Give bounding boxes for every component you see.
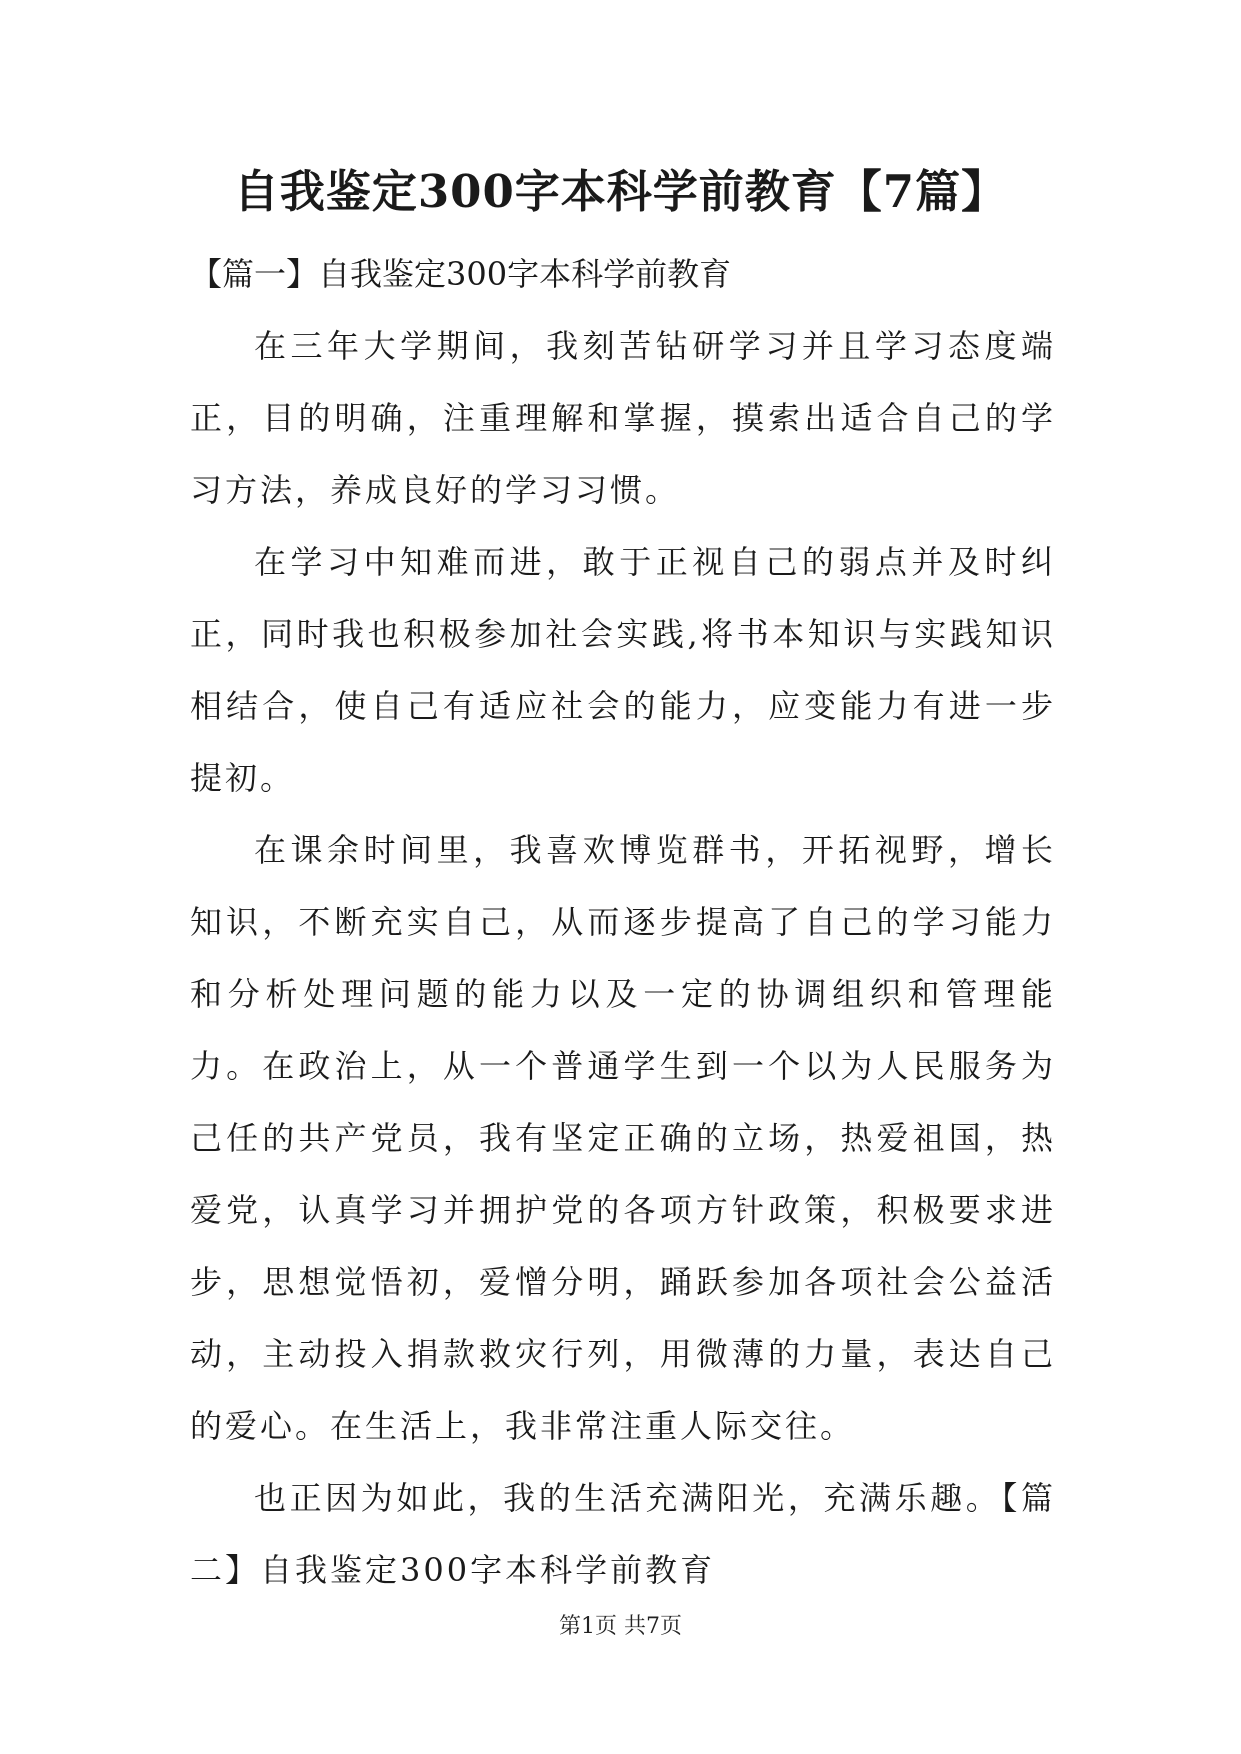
document-body [190, 238, 1056, 1606]
paragraph-1: 在三年大学期间，我刻苦钻研学习并且学习态度端正，目的明确，注重理解和掌握，摸索出适合自己的学习方法，养成良好的学习习惯。 [190, 327, 1056, 509]
paragraph-4: 也正因为如此，我的生活充满阳光，充满乐趣。【篇二】自我鉴定300字本科学前教育 [190, 1479, 1056, 1589]
paragraph-2: 在学习中知难而进，敢于正视自己的弱点并及时纠正，同时我也积极参加社会实践,将书本知识与实践知识相结合，使自己有适应社会的能力，应变能力有进一步提初。 [190, 543, 1056, 797]
paragraph-3: 在课余时间里，我喜欢博览群书，开拓视野，增长知识，不断充实自己，从而逐步提高了自己的学习能力和分析处理问题的能力以及一定的协调组织和管理能力。在政治上，从一个普通学生到一个以为人民服务为己任的共产党员，我有坚定正确的立场，热爱祖国，热爱党，认真学习并拥护党的各项方针政策，积极要求进步，思想觉悟初，爱憎分明，踊跃参加各项社会公益活动，主动投入捐款救灾行列，用微薄的力量，表达自己的爱心。在生活上，我非常注重人际交往。 [190, 831, 1056, 1445]
section-heading: 【篇一】自我鉴定300字本科学前教育 [190, 255, 732, 293]
document-title: 自我鉴定300字本科学前教育【7篇】 [233, 165, 1008, 218]
page-footer: 第1页 共7页 [559, 1614, 682, 1639]
